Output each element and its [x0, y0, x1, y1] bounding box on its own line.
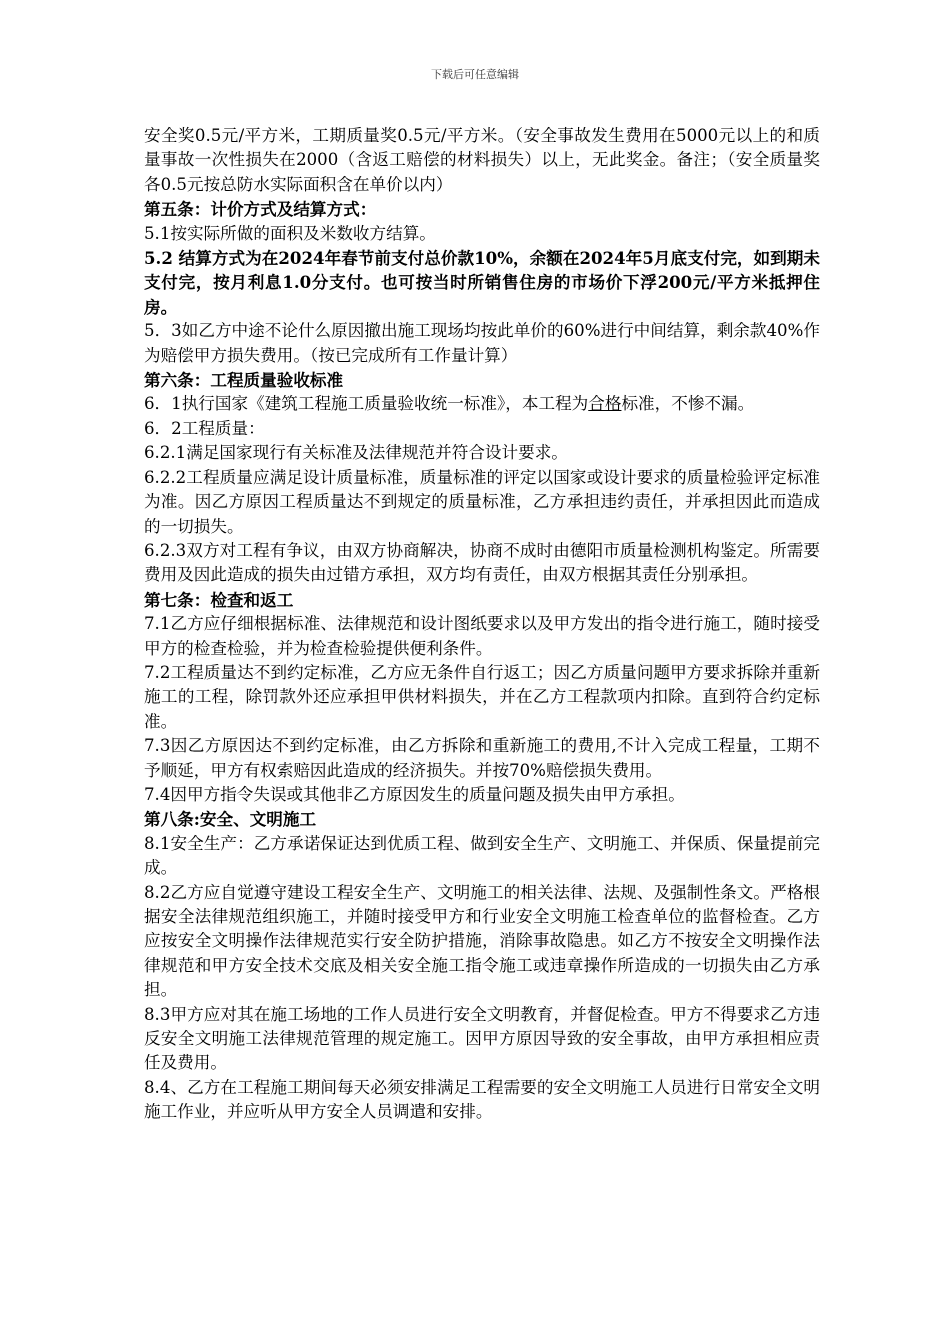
paragraph-8-4: 8.4、乙方在工程施工期间每天必须安排满足工程需要的安全文明施工人员进行日常安全文明施工作业，并应听从甲方安全人员调遣和安排。 [144, 1077, 820, 1122]
paragraph-7-1: 7.1乙方应仔细根据标准、法律规范和设计图纸要求以及甲方发出的指令进行施工，随时接受甲方的检查检验，并为检查检验提供便利条件。 [144, 614, 820, 658]
paragraph-7-4: 7.4因甲方指令失误或其他非乙方原因发生的质量问题及损失由甲方承担。 [144, 784, 685, 804]
paragraph-6-1 [144, 392, 820, 416]
paragraph-5-3: 5．3如乙方中途不论什么原因撤出施工现场均按此单价的60%进行中间结算，剩余款40%作为赔偿甲方损失费用。（按已完成所有工作量计算） [144, 321, 820, 365]
paragraph-8-1: 8.1安全生产：乙方承诺保证达到优质工程、做到安全生产、文明施工、并保质、保量提前完成。 [144, 833, 820, 878]
paragraph-6-1-underlined: 合格 [588, 394, 622, 414]
paragraph-6-1-after: 标准，不惨不漏。 [621, 394, 755, 414]
heading-article-7: 第七条：检查和返工 [144, 589, 294, 610]
paragraph-5-2: 5.2 结算方式为在2024年春节前支付总价款10%，余额在2024年5月底支付完，如到期未支付完，按月利息1.0分支付。也可按当时所销售住房的市场价下浮200元/平方米抵押住房。 [144, 248, 820, 317]
paragraph-8-3: 8.3甲方应对其在施工场地的工作人员进行安全文明教育，并督促检查。甲方不得要求乙方违反安全文明施工法律规范管理的规定施工。因甲方原因导致的安全事故，由甲方承担相应责任及费用。 [144, 1004, 820, 1073]
document-body [144, 124, 820, 1125]
heading-article-5: 第五条：计价方式及结算方式： [144, 199, 377, 220]
heading-article-8: 第八条:安全、文明施工 [144, 809, 317, 830]
heading-article-6: 第六条：工程质量验收标准 [144, 370, 344, 391]
paragraph-6-2-1: 6.2.1满足国家现行有关标准及法律规范并符合设计要求。 [144, 443, 568, 463]
paragraph-6-2: 6．2工程质量： [144, 418, 265, 438]
paragraph-6-2-3: 6.2.3双方对工程有争议，由双方协商解决，协商不成时由德阳市质量检测机构鉴定。所需要费用及因此造成的损失由过错方承担，双方均有责任，由双方根据其责任分别承担。 [144, 540, 820, 585]
page-header: 下载后可任意编辑 [431, 68, 519, 81]
paragraph-7-2: 7.2工程质量达不到约定标准，乙方应无条件自行返工；因乙方质量问题甲方要求拆除并重新施工的工程，除罚款外还应承担甲供材料损失，并在乙方工程款项内扣除。直到符合约定标准。 [144, 662, 820, 731]
paragraph-safety-bonus: 安全奖0.5元/平方米，工期质量奖0.5元/平方米。（安全事故发生费用在5000元以上的和质量事故一次性损失在2000（含返工赔偿的材料损失）以上，无此奖金。备注；（安全质量奖各0.5元按总防水实际面积含在单价以内） [144, 126, 820, 194]
paragraph-5-1: 5.1按实际所做的面积及米数收方结算。 [144, 223, 436, 243]
paragraph-7-3: 7.3因乙方原因达不到约定标准，由乙方拆除和重新施工的费用,不计入完成工程量，工期不予顺延，甲方有权索赔因此造成的经济损失。并按70%赔偿损失费用。 [144, 736, 820, 780]
paragraph-6-1-before: 6．1执行国家《建筑工程施工质量验收统一标准》，本工程为 [144, 394, 589, 414]
paragraph-6-2-2: 6.2.2工程质量应满足设计质量标准，质量标准的评定以国家或设计要求的质量检验评定标准为准。因乙方原因工程质量达不到规定的质量标准，乙方承担违约责任，并承担因此而造成的一切损失。 [144, 467, 820, 536]
paragraph-8-2: 8.2乙方应自觉遵守建设工程安全生产、文明施工的相关法律、法规、及强制性条文。严格根据安全法律规范组织施工，并随时接受甲方和行业安全文明施工检查单位的监督检查。乙方应按安全文明操作法律规范实行安全防护措施，消除事故隐患。如乙方不按安全文明操作法律规范和甲方安全技术交底及相关安全施工指令施工或违章操作所造成的一切损失由乙方承担。 [144, 882, 820, 1000]
